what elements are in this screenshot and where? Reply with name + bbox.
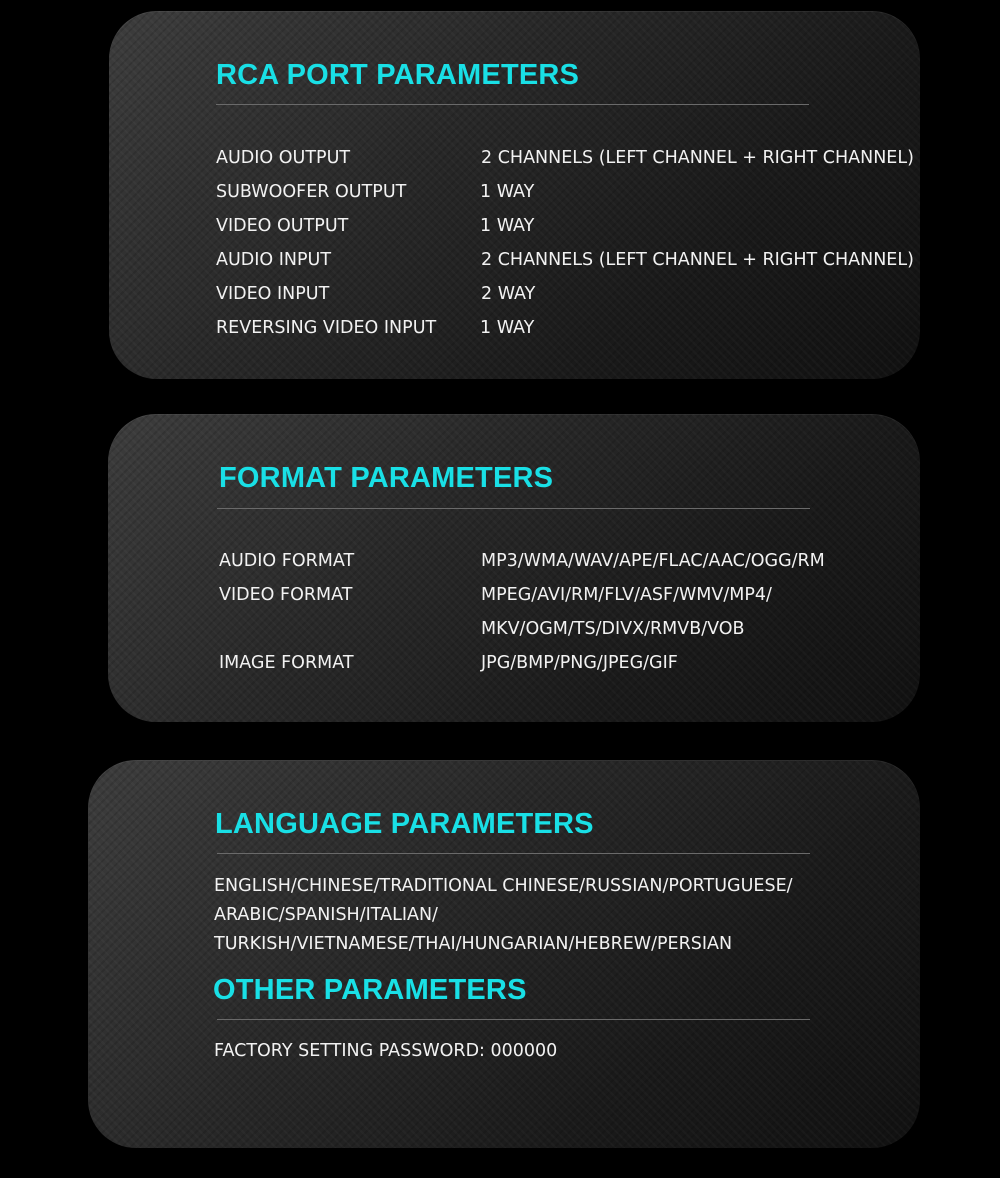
rca-row-value: 1 WAY	[480, 216, 535, 236]
rca-row-label: SUBWOOFER OUTPUT	[216, 182, 407, 202]
audio-format-value: MP3/WMA/WAV/APE/FLAC/AAC/OGG/RM	[481, 551, 825, 571]
language-list-line: ENGLISH/CHINESE/TRADITIONAL CHINESE/RUSSIAN/PORTUGUESE/	[214, 876, 793, 896]
other-parameters-heading: OTHER PARAMETERS	[213, 974, 527, 1006]
rca-parameters-heading: RCA PORT PARAMETERS	[216, 59, 580, 91]
video-format-label: VIDEO FORMAT	[219, 585, 353, 605]
video-format-value-line2: MKV/OGM/TS/DIVX/RMVB/VOB	[481, 619, 745, 639]
rca-row-label: VIDEO INPUT	[216, 284, 330, 304]
audio-format-label: AUDIO FORMAT	[219, 551, 355, 571]
format-parameters-heading: FORMAT PARAMETERS	[219, 462, 554, 494]
rca-row-label: AUDIO INPUT	[216, 250, 332, 270]
image-format-label: IMAGE FORMAT	[219, 653, 354, 673]
rca-row-value: 1 WAY	[480, 318, 535, 338]
rca-row-value: 2 CHANNELS (LEFT CHANNEL + RIGHT CHANNEL)	[481, 148, 914, 168]
language-list-line: ARABIC/SPANISH/ITALIAN/	[214, 905, 438, 925]
format-parameters-panel	[108, 414, 920, 722]
format-heading-divider	[217, 508, 810, 509]
rca-row-value: 2 CHANNELS (LEFT CHANNEL + RIGHT CHANNEL)	[481, 250, 914, 270]
rca-row-label: AUDIO OUTPUT	[216, 148, 351, 168]
rca-row-value: 1 WAY	[480, 182, 535, 202]
rca-parameters-panel	[109, 11, 920, 379]
rca-row-label: REVERSING VIDEO INPUT	[216, 318, 437, 338]
language-parameters-heading: LANGUAGE PARAMETERS	[215, 808, 594, 840]
language-other-panel	[88, 760, 920, 1148]
rca-row-label: VIDEO OUTPUT	[216, 216, 349, 236]
other-heading-divider	[217, 1019, 810, 1020]
rca-heading-divider	[216, 104, 809, 105]
language-list-line: TURKISH/VIETNAMESE/THAI/HUNGARIAN/HEBREW/PERSIAN	[214, 934, 733, 954]
rca-row-value: 2 WAY	[481, 284, 536, 304]
factory-password-text: FACTORY SETTING PASSWORD: 000000	[214, 1041, 558, 1061]
video-format-value-line1: MPEG/AVI/RM/FLV/ASF/WMV/MP4/	[481, 585, 772, 605]
image-format-value: JPG/BMP/PNG/JPEG/GIF	[481, 653, 678, 673]
language-heading-divider	[217, 853, 810, 854]
